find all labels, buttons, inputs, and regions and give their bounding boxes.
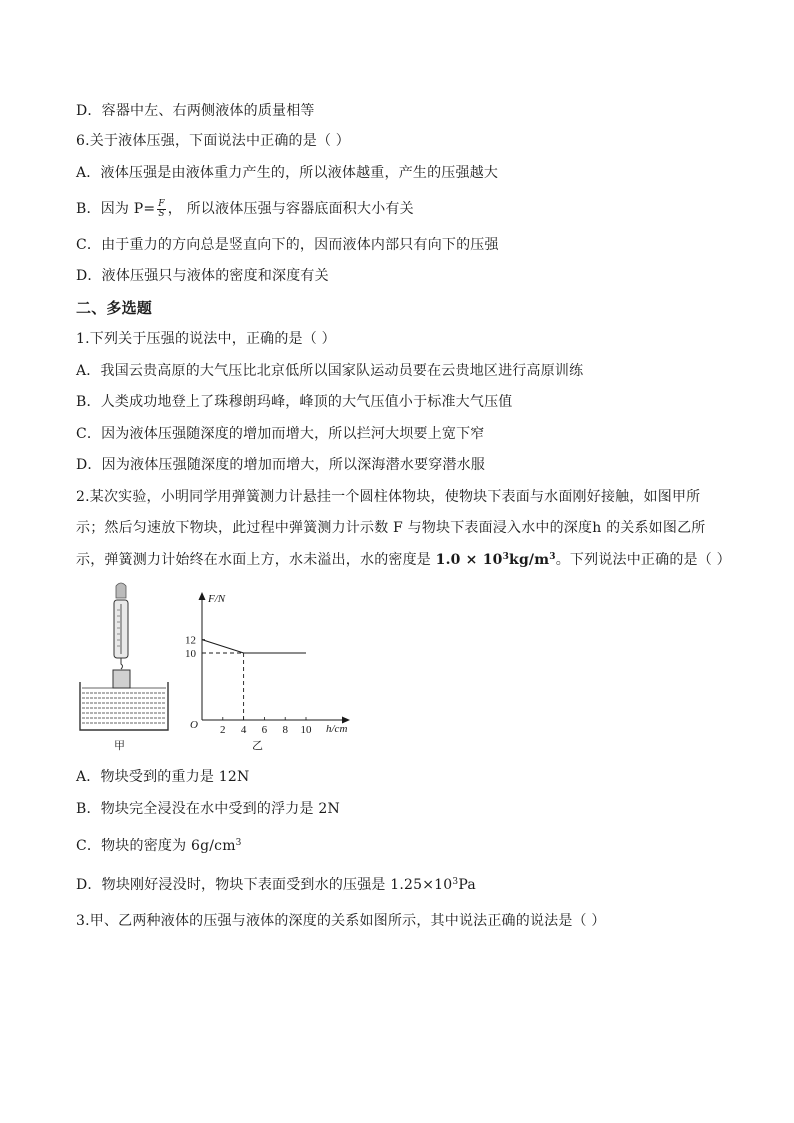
multi-question-1-option-a: A．我国云贵高原的大气压比北京低所以国家队运动员要在云贵地区进行高原训练 [76, 363, 584, 379]
option-b-prefix: B．因为 P= [76, 201, 156, 217]
multi-question-2-line-2: 示；然后匀速放下物块，此过程中弹簧测力计示数 F 与物块下表面浸入水中的深度h 的关系如图乙所 [76, 520, 706, 536]
x-tick-label-8: 8 [282, 724, 288, 736]
left-caption: 甲 [114, 740, 125, 752]
series-line [202, 640, 306, 653]
question-6-option-d: D．液体压强只与液体的密度和深度有关 [76, 268, 329, 284]
x-tick-label-2: 2 [220, 724, 226, 736]
experiment-figure [76, 582, 366, 754]
multi-question-1-stem: 1.下列关于压强的说法中，正确的是（ ） [76, 331, 336, 347]
multi-question-1-option-d: D．因为液体压强随深度的增加而增大，所以深海潜水要穿潜水服 [76, 457, 486, 473]
hook-icon [121, 658, 123, 669]
water-lines [82, 688, 166, 723]
y-axis-arrow [199, 592, 206, 600]
holder-icon [116, 583, 126, 598]
x-tick-label-6: 6 [261, 724, 268, 736]
multi-question-2-line-1: 2.某次实验，小明同学用弹簧测力计悬挂一个圆柱体物块，使物块下表面与水面刚好接触，如图甲所 [76, 489, 701, 505]
question-6-stem: 6.关于液体压强，下面说法中正确的是（ ） [76, 133, 351, 149]
right-caption: 乙 [252, 740, 263, 752]
multi-question-2-line-3 [76, 550, 731, 570]
multi-question-2-option-c: C．物块的密度为 $6g/cm^3$ [76, 838, 242, 854]
line-3-prefix: 示，弹簧测力计始终在水面上方，水未溢出，水的密度是 [76, 552, 436, 568]
multi-question-2-option-a: A．物块受到的重力是 12N [76, 769, 250, 785]
option-b-suffix: ， 所以液体压强与容器底面积大小有关 [167, 201, 414, 217]
multi-question-1-option-b: B．人类成功地登上了珠穆朗玛峰，峰顶的大气压值小于标准大气压值 [76, 394, 513, 410]
x-tick-label-4: 4 [240, 724, 247, 736]
multi-question-3-stem: 3.甲、乙两种液体的压强与液体的深度的关系如图所示，其中说法正确的说法是（ ） [76, 913, 606, 929]
x-tick-label-10: 10 [300, 724, 312, 736]
pressure-fraction [157, 200, 165, 219]
multi-question-1-option-c: C．因为液体压强随深度的增加而增大，所以拦河大坝要上宽下窄 [76, 426, 485, 442]
line-3-suffix: 。下列说法中正确的是（ ） [555, 552, 731, 568]
fraction-denominator: S [158, 208, 165, 219]
cylinder-block [113, 670, 130, 688]
y-tick-label-12: 12 [185, 634, 196, 647]
x-axis-label: h/cm [326, 723, 348, 735]
y-axis-label: F/N [208, 593, 226, 605]
multi-question-2-option-d: D．物块刚好浸没时，物块下表面受到水的压强是 $1.25\times 10^3Pa$ [76, 877, 476, 893]
question-5-option-d: D．容器中左、右两侧液体的质量相等 [76, 103, 315, 119]
water-density-value: $1.0 \times 10^3kg/m^3$ [435, 552, 556, 568]
force-depth-chart [185, 592, 350, 752]
section-heading-multiple-choice: 二、多选题 [76, 299, 153, 317]
fraction-numerator: F [158, 198, 165, 209]
origin-label: O [190, 719, 198, 731]
multi-question-2-option-b: B．物块完全浸没在水中受到的浮力是 2N [76, 801, 340, 817]
y-tick-label-10: 10 [185, 648, 196, 660]
question-6-option-b [76, 199, 414, 219]
spring-scale-illustration [80, 583, 168, 752]
question-6-option-a: A．液体压强是由液体重力产生的，所以液体越重，产生的压强越大 [76, 165, 499, 181]
question-6-option-c: C．由于重力的方向总是竖直向下的，因而液体内部只有向下的压强 [76, 237, 499, 253]
